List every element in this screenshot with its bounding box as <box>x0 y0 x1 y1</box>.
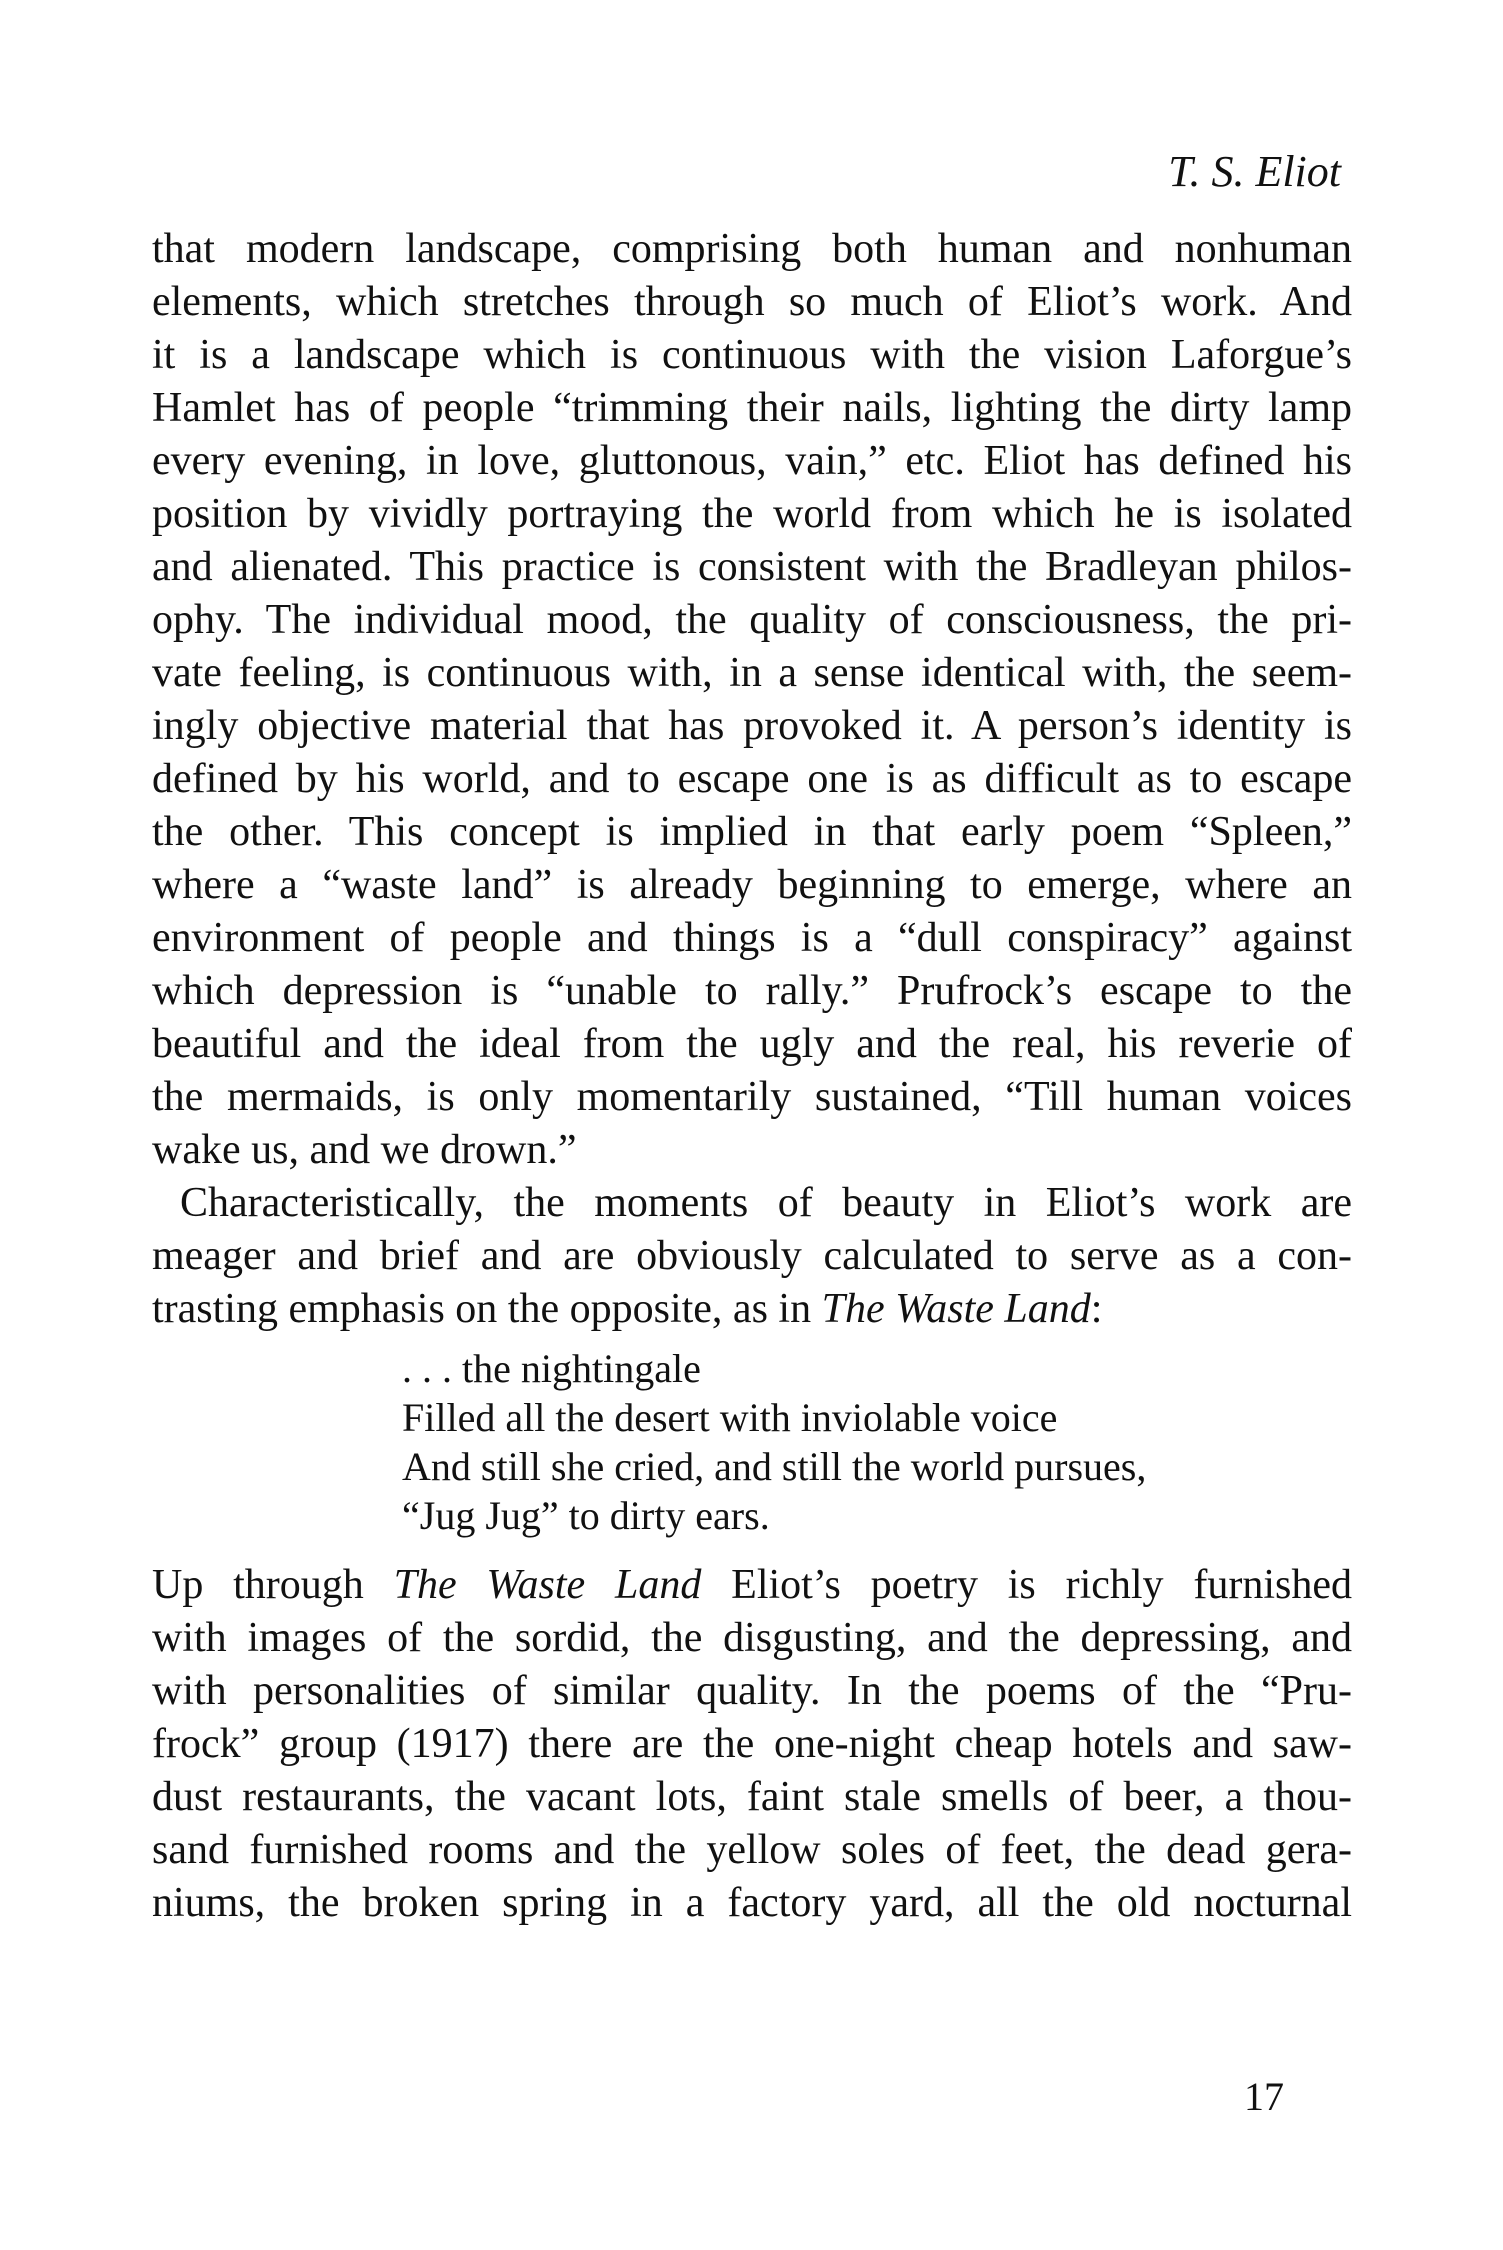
text-line: the mermaids, is only momentarily sustained, “Till human voices <box>152 1074 1352 1120</box>
text-fragment: Eliot’s poetry is richly furnished <box>701 1562 1352 1608</box>
text-line: where a “waste land” is already beginning to emerge, where an <box>152 862 1352 908</box>
book-title: The Waste Land <box>821 1286 1091 1332</box>
text-line: elements, which stretches through so much of Eliot’s work. And <box>152 279 1352 325</box>
text-line: sand furnished rooms and the yellow soles of feet, the dead gera- <box>152 1827 1352 1873</box>
text-line: and alienated. This practice is consistent with the Bradleyan philos- <box>152 544 1352 590</box>
verse-quotation <box>152 1344 1352 1540</box>
text-fragment: trasting emphasis on the opposite, as in <box>152 1286 822 1332</box>
text-line: with personalities of similar quality. In the poems of the “Pru- <box>152 1668 1352 1714</box>
text-line: frock” group (1917) there are the one-night cheap hotels and saw- <box>152 1721 1352 1767</box>
body-text <box>152 223 1352 1930</box>
text-line: vate feeling, is continuous with, in a sense identical with, the seem- <box>152 650 1352 696</box>
text-line: defined by his world, and to escape one is as difficult as to escape <box>152 756 1352 802</box>
paragraph-2 <box>152 1177 1352 1336</box>
verse-line: . . . the nightingale <box>402 1346 701 1391</box>
book-title: The Waste Land <box>393 1562 702 1608</box>
text-line <box>152 1559 1352 1612</box>
verse-line: “Jug Jug” to dirty ears. <box>402 1493 770 1538</box>
text-line: meager and brief and are obviously calculated to serve as a con- <box>152 1233 1352 1279</box>
verse-line: Filled all the desert with inviolable voice <box>402 1395 1058 1440</box>
text-line: wake us, and we drown.” <box>152 1127 577 1173</box>
page-number: 17 <box>1244 2074 1284 2119</box>
paragraph-1 <box>152 223 1352 1177</box>
text-line: ophy. The individual mood, the quality of consciousness, the pri- <box>152 597 1352 643</box>
text-line: the other. This concept is implied in that early poem “Spleen,” <box>152 809 1352 855</box>
text-line: environment of people and things is a “dull conspiracy” against <box>152 915 1352 961</box>
text-line: beautiful and the ideal from the ugly and the real, his reverie of <box>152 1021 1352 1067</box>
text-line: that modern landscape, comprising both human and nonhuman <box>152 226 1352 272</box>
text-line: it is a landscape which is continuous with the vision Laforgue’s <box>152 332 1352 378</box>
text-line: Hamlet has of people “trimming their nails, lighting the dirty lamp <box>152 385 1352 431</box>
text-line: with images of the sordid, the disgusting, and the depressing, and <box>152 1615 1352 1661</box>
text-line: Characteristically, the moments of beauty in Eliot’s work are <box>180 1180 1352 1226</box>
text-line: position by vividly portraying the world from which he is isolated <box>152 491 1352 537</box>
paragraph-3 <box>152 1559 1352 1930</box>
text-line: dust restaurants, the vacant lots, faint stale smells of beer, a thou- <box>152 1774 1352 1820</box>
text-fragment: Up through <box>152 1562 394 1608</box>
text-line: every evening, in love, gluttonous, vain,” etc. Eliot has defined his <box>152 438 1352 484</box>
running-head: T. S. Eliot <box>1168 147 1341 196</box>
text-line: which depression is “unable to rally.” Prufrock’s escape to the <box>152 968 1352 1014</box>
text-line: ingly objective material that has provoked it. A person’s identity is <box>152 703 1352 749</box>
text-line <box>152 1283 1352 1336</box>
text-fragment: : <box>1090 1286 1103 1332</box>
text-line: niums, the broken spring in a factory yard, all the old nocturnal <box>152 1880 1352 1926</box>
verse-line: And still she cried, and still the world pursues, <box>402 1444 1147 1489</box>
